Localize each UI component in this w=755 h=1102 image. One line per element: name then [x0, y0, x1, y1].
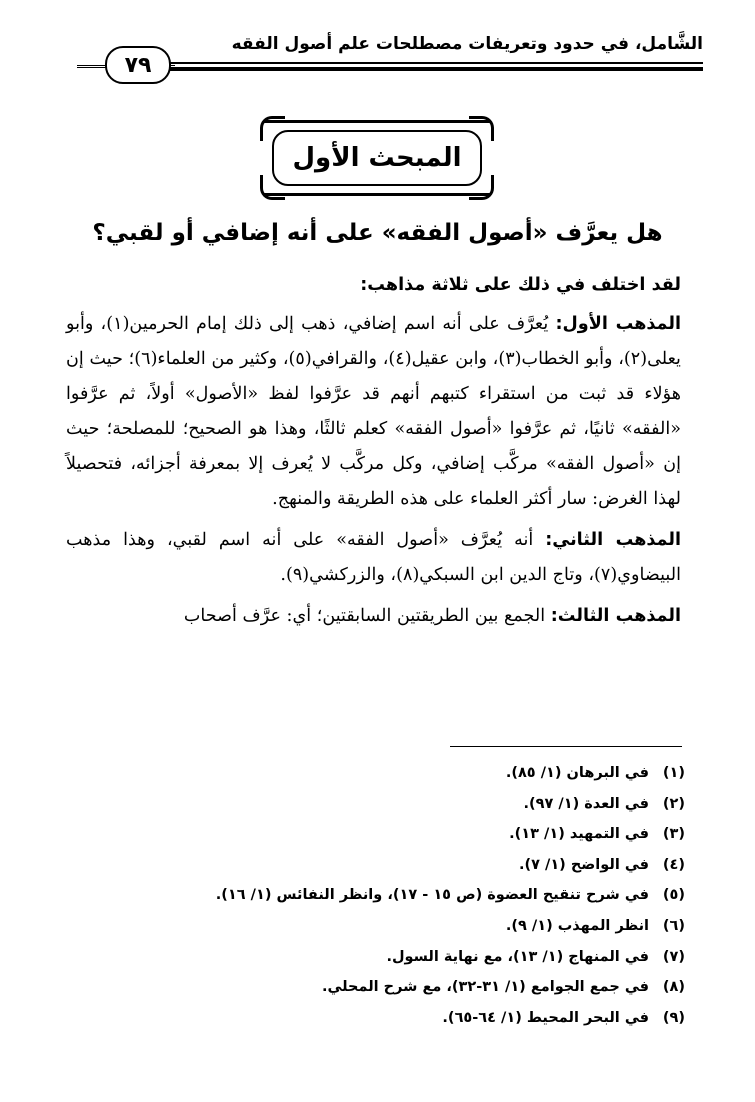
footnote-text: في التمهيد (١/ ١٣). — [509, 826, 649, 843]
paragraph-text: الجمع بين الطريقتين السابقتين؛ أي: عرَّف أصحاب — [183, 606, 551, 626]
section-heading-frame — [264, 120, 490, 196]
section-question: هل يعرَّف «أصول الفقه» على أنه إضافي أو لقبي؟ — [92, 220, 663, 246]
running-header — [75, 20, 703, 90]
paragraph-text: أنه يُعرَّف «أصول الفقه» على أنه اسم لقبي، وهذا مذهب البيضاوي(٧)، وتاج الدين ابن السبكي(٨)، والزركشي(٩). — [66, 530, 681, 585]
main-text — [66, 268, 681, 640]
footnote-text: في البحر المحيط (١/ ٦٤-٦٥). — [442, 1009, 649, 1026]
footnote-number: (٨) — [662, 979, 685, 996]
paragraph-lead: المذهب الثالث: — [550, 606, 681, 626]
footnote-number: (٣) — [662, 826, 685, 843]
footnote-number: (٧) — [662, 948, 685, 965]
footnote-text: في جمع الجوامع (١/ ٣١-٣٢)، مع شرح المحلي. — [321, 979, 649, 996]
footnote-item — [90, 942, 685, 973]
intro-paragraph: لقد اختلف في ذلك على ثلاثة مذاهب: — [360, 275, 681, 295]
footnote-item — [90, 911, 685, 942]
footnote-separator — [450, 746, 682, 747]
footnote-item — [90, 850, 685, 881]
footnote-item — [90, 880, 685, 911]
paragraph-third-doctrine — [66, 599, 681, 634]
footnote-item — [90, 819, 685, 850]
footnote-number: (٦) — [662, 917, 685, 934]
footnote-number: (٤) — [662, 856, 685, 873]
footnote-text: في البرهان (١/ ٨٥). — [505, 765, 649, 781]
header-rule — [170, 62, 703, 64]
footnote-text: انظر المهذب (١/ ٩). — [505, 917, 649, 934]
footnote-number: (١) — [662, 765, 685, 781]
header-rule-thick — [170, 67, 703, 71]
footnote-number: (٢) — [662, 795, 685, 812]
paragraph-second-doctrine — [66, 523, 681, 593]
footnote-text: في العدة (١/ ٩٧). — [523, 795, 649, 812]
paragraph-lead: المذهب الأول: — [555, 314, 681, 334]
footnote-item — [90, 972, 685, 1003]
page-number: ٧٩ — [105, 46, 171, 84]
footnote-number: (٩) — [662, 1009, 685, 1026]
section-heading: المبحث الأول — [272, 130, 482, 186]
footnote-number: (٥) — [662, 887, 685, 904]
footnote-item — [90, 789, 685, 820]
footnote-item — [90, 758, 685, 789]
footnote-text: في المنهاج (١/ ١٣)، مع نهاية السول. — [386, 948, 649, 965]
footnotes-list — [90, 758, 685, 1033]
paragraph-first-doctrine — [66, 307, 681, 517]
paragraph-text: يُعرَّف على أنه اسم إضافي، ذهب إلى ذلك إمام الحرمين(١)، وأبو يعلى(٢)، وأبو الخطاب(٣)، وابن عقيل(٤)، والقرافي(٥)، وكثير من العلماء(٦)؛ حيث إن هؤلاء قد ثبت من استقراء كتبهم أنهم قد عرَّفوا لفظ «الأصول» أولاً، ثم عرَّفوا «الفقه» ثانيًا، ثم عرَّفوا «أصول الفقه» كعلم ثالثًا، وهذا هو الصحيح؛ للمصلحة؛ حيث إن «أصول الفقه» مركَّب إضافي، وكل مركَّب لا يُعرف إلا بمعرفة أجزائه، فتحصيلاً لهذا الغرض: سار أكثر العلماء على هذه الطريقة والمنهج. — [66, 314, 681, 509]
footnote-text: في شرح تنقيح العضوة (ص ١٥ - ١٧)، وانظر النفائس (١/ ١٦). — [215, 887, 649, 904]
running-header-title: الشَّامل، في حدود وتعريفات مصطلحات علم أصول الفقه — [231, 34, 703, 54]
footnote-text: في الواضح (١/ ٧). — [518, 856, 649, 873]
footnote-item — [90, 1003, 685, 1034]
paragraph-lead: المذهب الثاني: — [545, 530, 681, 550]
